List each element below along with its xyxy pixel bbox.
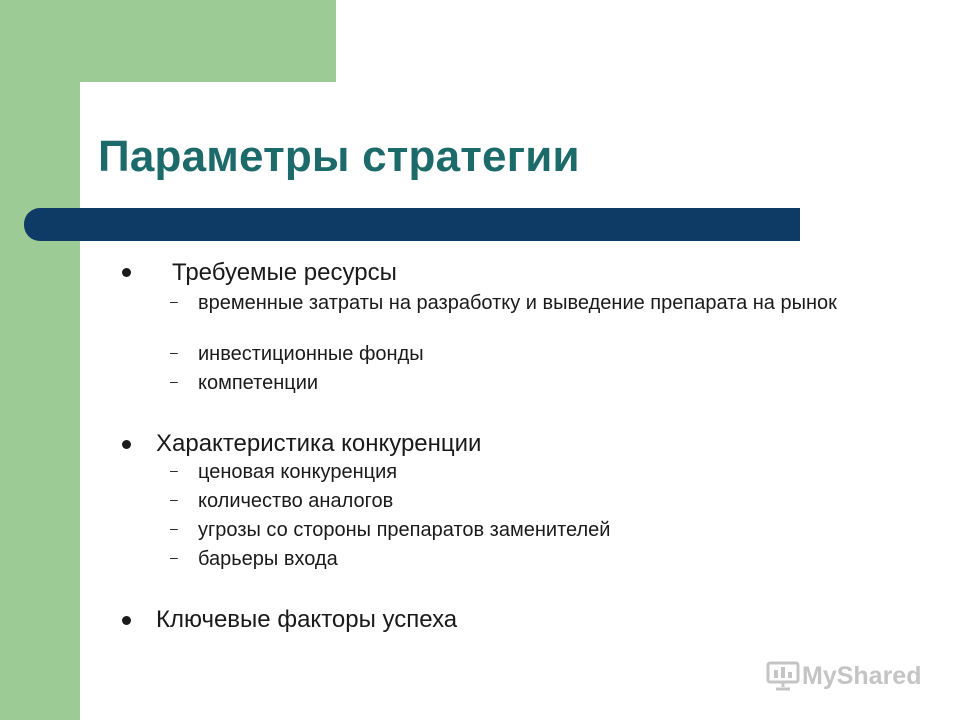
dash-icon: – [170,520,178,536]
bullet-icon [122,616,131,625]
list-item: временные затраты на разработку и выведение препарата на рынок [198,292,837,314]
section-heading: Требуемые ресурсы [172,259,397,286]
list-item: ценовая конкуренция [198,461,398,483]
watermark-logo[interactable] [766,656,926,696]
bullet-icon [122,440,131,449]
watermark-text: MyShared [802,661,922,690]
list-item: барьеры входа [198,548,338,570]
dash-icon: – [170,373,178,389]
bullet-icon [122,268,131,277]
dash-icon: – [170,344,178,360]
dash-icon: – [170,293,178,309]
list-item: инвестиционные фонды [198,343,424,365]
list-item: угрозы со стороны препаратов заменителей [198,519,611,541]
dash-icon: – [170,549,178,565]
dash-icon: – [170,462,178,478]
list-item: компетенции [198,372,319,394]
list-item: количество аналогов [198,490,394,512]
section-heading: Ключевые факторы успеха [156,606,458,633]
section-heading: Характеристика конкуренции [156,430,482,457]
dash-icon: – [170,491,178,507]
presentation-board-icon [766,661,800,691]
slide-title: Параметры стратегии [98,132,580,181]
